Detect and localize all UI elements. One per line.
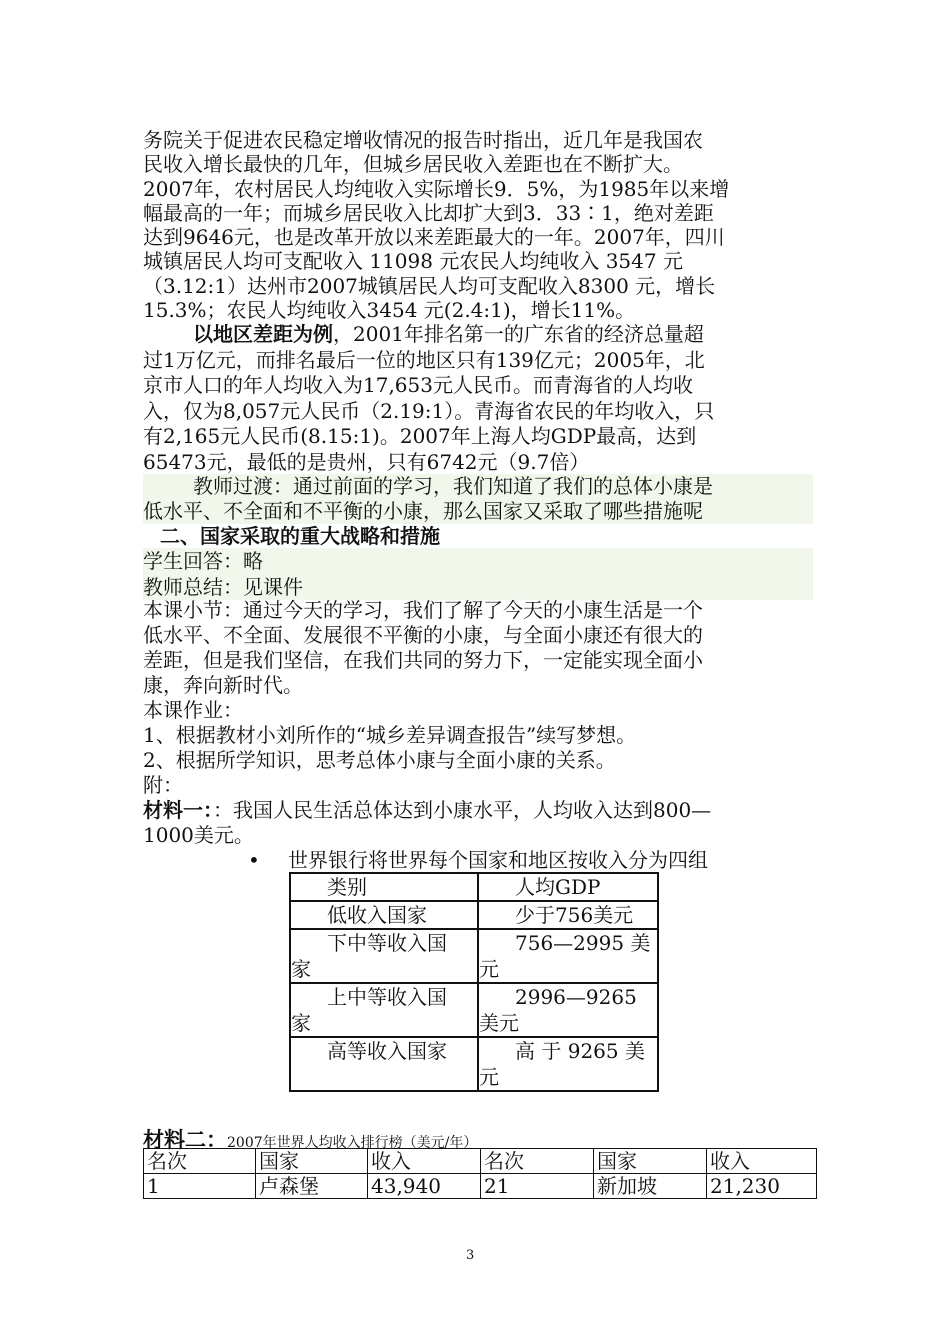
section-heading: 二、国家采取的重大战略和措施 bbox=[160, 524, 440, 548]
table-header-row bbox=[290, 873, 658, 901]
material-two-label: 材料二： bbox=[143, 1128, 227, 1152]
material-two-caption: 2007年世界人均收入排行榜（美元/年） bbox=[227, 1135, 478, 1151]
table-header-cell: 人均GDP bbox=[478, 873, 658, 901]
lesson-summary bbox=[143, 598, 813, 698]
table-row bbox=[290, 901, 658, 929]
text-line: 京市人口的年人均收入为17,653元人民币。而青海省的人均收 bbox=[143, 373, 693, 398]
table-cell: 43,940 bbox=[368, 1174, 481, 1199]
table-cell: 新加坡 bbox=[594, 1174, 707, 1199]
table-cell: 高等收入国家 bbox=[290, 1037, 478, 1091]
table-cell: 少于756美元 bbox=[478, 901, 658, 929]
text-line: （3.12:1）达州市2007城镇居民人均可支配收入8300 元，增长 bbox=[143, 273, 716, 298]
table-cell: 756—2995 美 元 bbox=[478, 929, 658, 983]
student-answer: 学生回答：略 bbox=[143, 548, 813, 574]
income-ranking-table bbox=[143, 1148, 817, 1199]
table-header-cell: 国家 bbox=[256, 1149, 368, 1174]
text-line: 教师过渡：通过前面的学习，我们知道了我们的总体小康是 bbox=[193, 474, 713, 498]
text-line: 15.3%；农民人均纯收入3454 元(2.4:1)，增长11%。 bbox=[143, 298, 636, 323]
table-header-cell: 名次 bbox=[144, 1149, 256, 1174]
table-row bbox=[290, 1037, 658, 1091]
text-line: 1000美元。 bbox=[143, 823, 254, 847]
table-cell: 1 bbox=[144, 1174, 256, 1199]
lead-bold-text: 以地区差距为例 bbox=[193, 322, 333, 346]
bullet-text: 世界银行将世界每个国家和地区按收入分为四组 bbox=[288, 848, 708, 872]
page-number: 3 bbox=[466, 1248, 475, 1263]
table-cell: 2996—9265 美元 bbox=[478, 983, 658, 1037]
homework-section bbox=[143, 698, 813, 798]
text-line: 过1万亿元，而排名最后一位的地区只有139亿元；2005年，北 bbox=[143, 347, 705, 372]
table-header-cell: 收入 bbox=[707, 1149, 817, 1174]
gdp-classification-table bbox=[289, 872, 659, 1092]
table-row bbox=[144, 1174, 817, 1199]
text-line: 差距，但是我们坚信，在我们共同的努力下，一定能实现全面小 bbox=[143, 648, 703, 672]
bullet-item bbox=[248, 847, 708, 873]
bullet-icon: • bbox=[248, 848, 260, 872]
table-cell: 卢森堡 bbox=[256, 1174, 368, 1199]
homework-item: 1、根据教材小刘所作的“城乡差异调查报告”续写梦想。 bbox=[143, 723, 637, 747]
material-one-text: ：我国人民生活总体达到小康水平，人均收入达到800— bbox=[213, 798, 712, 822]
text-line: 2007年，农村居民人均纯收入实际增长9．5%，为1985年以来增 bbox=[143, 176, 730, 201]
paragraph-regional-gap bbox=[143, 322, 813, 476]
text-line: 本课小节：通过今天的学习，我们了解了今天的小康生活是一个 bbox=[143, 598, 703, 622]
table-header-cell: 名次 bbox=[481, 1149, 594, 1174]
table-cell: 低收入国家 bbox=[290, 901, 478, 929]
table-cell: 下中等收入国 家 bbox=[290, 929, 478, 983]
table-cell: 21 bbox=[481, 1174, 594, 1199]
table-header-cell: 类别 bbox=[290, 873, 478, 901]
table-header-cell: 国家 bbox=[594, 1149, 707, 1174]
material-one bbox=[143, 798, 813, 848]
text-line: 民收入增长最快的几年，但城乡居民收入差距也在不断扩大。 bbox=[143, 152, 683, 177]
text-line: 65473元，最低的是贵州，只有6742元（9.7倍） bbox=[143, 449, 590, 474]
text-line: 城镇居民人均可支配收入 11098 元农民人均纯收入 3547 元 bbox=[143, 249, 683, 274]
table-header-cell: 收入 bbox=[368, 1149, 481, 1174]
text-line: 康，奔向新时代。 bbox=[143, 673, 303, 697]
table-cell: 21,230 bbox=[707, 1174, 817, 1199]
material-one-label: 材料一： bbox=[143, 798, 213, 822]
text-line: 低水平、不全面、发展很不平衡的小康，与全面小康还有很大的 bbox=[143, 623, 703, 647]
text-line: 幅最高的一年；而城乡居民收入比却扩大到3．33∶1，绝对差距 bbox=[143, 200, 714, 225]
paragraph-income-gap bbox=[143, 128, 813, 322]
lead-rest-text: ，2001年排名第一的广东省的经济总量超 bbox=[333, 322, 704, 346]
table-row bbox=[290, 929, 658, 983]
table-cell: 上中等收入国 家 bbox=[290, 983, 478, 1037]
text-line bbox=[143, 322, 813, 348]
appendix-label: 附： bbox=[143, 773, 183, 797]
text-line bbox=[143, 798, 813, 823]
teacher-summary: 教师总结：见课件 bbox=[143, 574, 813, 600]
text-line: 有2,165元人民币(8.15:1)。2007年上海人均GDP最高，达到 bbox=[143, 424, 697, 449]
text-line: 低水平、不全面和不平衡的小康，那么国家又采取了哪些措施呢 bbox=[143, 499, 703, 523]
text-line: 入，仅为8,057元人民币（2.19:1）。青海省农民的年均收入，只 bbox=[143, 398, 715, 423]
table-row bbox=[290, 983, 658, 1037]
table-cell: 高 于 9265 美 元 bbox=[478, 1037, 658, 1091]
text-line: 达到9646元，也是改革开放以来差距最大的一年。2007年，四川 bbox=[143, 225, 725, 250]
teacher-transition bbox=[143, 474, 813, 524]
table-header-row bbox=[144, 1149, 817, 1174]
text-line: 务院关于促进农民稳定增收情况的报告时指出，近几年是我国农 bbox=[143, 128, 703, 152]
homework-item: 2、根据所学知识，思考总体小康与全面小康的关系。 bbox=[143, 748, 616, 772]
homework-title: 本课作业： bbox=[143, 698, 243, 722]
